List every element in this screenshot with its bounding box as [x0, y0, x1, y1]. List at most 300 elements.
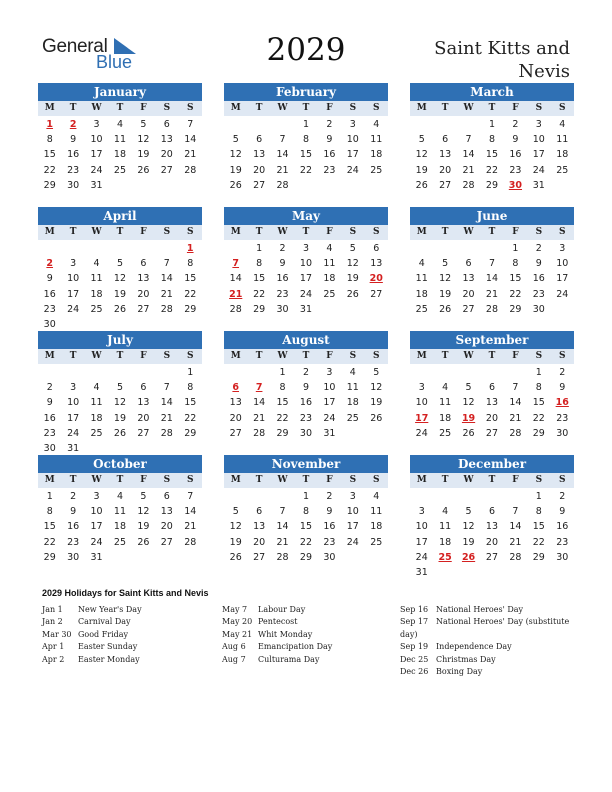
weekday-label: M: [230, 475, 241, 485]
holiday-name: Emancipation Day: [258, 642, 333, 652]
weekday-label: T: [69, 475, 77, 485]
weekday-label: W: [463, 351, 474, 361]
day-cell: 8: [512, 258, 519, 270]
day-cell: 25: [370, 164, 383, 176]
holiday-name: Pentecost: [258, 617, 298, 627]
day-cell: 23: [299, 412, 313, 424]
day-cell: 14: [276, 149, 289, 161]
day-cell: 3: [349, 491, 356, 502]
weekday-label: S: [558, 475, 566, 485]
day-cell: 16: [556, 521, 569, 533]
day-cell: 26: [113, 427, 127, 439]
day-cell: 18: [439, 412, 452, 424]
weekday-label: S: [186, 103, 194, 113]
day-cell: 13: [439, 149, 452, 161]
day-cell: 2: [326, 491, 333, 502]
day-cell: 14: [160, 273, 173, 285]
day-cell: 26: [415, 179, 428, 191]
day-cell: 31: [415, 566, 428, 578]
day-cell: 15: [43, 521, 56, 533]
day-cell: 29: [299, 551, 313, 563]
day-cell: 8: [535, 506, 542, 518]
day-cell: 16: [67, 521, 80, 533]
holiday-day-cell: 21: [229, 288, 243, 300]
day-empty: [271, 489, 294, 504]
weekday-label: T: [116, 103, 124, 113]
day-cell: 11: [370, 506, 383, 518]
day-cell: 11: [323, 258, 336, 270]
holiday-entry: [42, 629, 212, 641]
holiday-entry: [222, 604, 392, 616]
day-cell: 30: [67, 179, 80, 191]
day-empty: [85, 241, 108, 256]
day-cell: 27: [253, 551, 266, 563]
day-cell: 5: [232, 134, 239, 146]
day-empty: [61, 365, 84, 380]
day-grid: [38, 364, 202, 456]
holiday-day-cell: 2: [46, 258, 54, 270]
day-cell: 16: [43, 288, 56, 300]
day-cell: 27: [485, 427, 499, 439]
day-cell: 26: [137, 536, 150, 548]
day-cell: 24: [415, 427, 428, 439]
day-empty: [224, 241, 247, 256]
day-cell: 29: [43, 551, 56, 563]
day-cell: 5: [373, 367, 380, 378]
day-cell: 4: [373, 491, 380, 502]
day-cell: 15: [184, 397, 197, 409]
month-title: December: [410, 455, 574, 473]
day-cell: 4: [326, 243, 333, 254]
holiday-entry: [222, 629, 392, 641]
weekday-label: M: [416, 475, 427, 485]
weekday-label: M: [230, 103, 241, 113]
day-cell: 4: [116, 119, 123, 130]
day-cell: 19: [229, 164, 242, 176]
day-cell: 19: [439, 288, 452, 300]
weekday-label: T: [255, 227, 263, 237]
holiday-day-cell: 2: [69, 119, 77, 130]
weekday-label: S: [349, 351, 357, 361]
day-cell: 15: [276, 397, 289, 409]
day-cell: 19: [113, 288, 127, 300]
day-grid: [410, 364, 574, 441]
day-cell: 18: [113, 149, 127, 161]
day-cell: 15: [253, 273, 266, 285]
day-cell: 13: [370, 258, 383, 270]
day-cell: 3: [93, 119, 100, 130]
day-cell: 29: [184, 303, 197, 315]
day-empty: [504, 365, 527, 380]
day-cell: 30: [299, 427, 313, 439]
day-cell: 21: [184, 149, 197, 161]
day-cell: 25: [323, 288, 336, 300]
day-cell: 9: [326, 134, 333, 146]
day-cell: 26: [370, 412, 383, 424]
day-grid: [38, 240, 202, 332]
day-cell: 21: [485, 288, 499, 300]
day-cell: 27: [229, 427, 242, 439]
day-cell: 2: [279, 243, 286, 254]
weekday-label: T: [116, 475, 124, 485]
weekday-label: W: [463, 227, 474, 237]
holiday-date: Aug 6: [222, 642, 246, 652]
day-cell: 25: [370, 536, 383, 548]
day-cell: 5: [140, 491, 147, 502]
day-cell: 23: [323, 536, 336, 548]
holiday-name: Easter Monday: [78, 654, 140, 664]
day-cell: 5: [349, 243, 356, 254]
day-cell: 4: [418, 258, 425, 270]
weekday-label: F: [512, 351, 519, 361]
holidays-heading: 2029 Holidays for Saint Kitts and Nevis: [42, 588, 209, 598]
weekday-label: S: [558, 351, 566, 361]
day-cell: 2: [512, 119, 519, 130]
day-cell: 15: [532, 397, 545, 409]
day-cell: 5: [116, 258, 123, 270]
day-cell: 25: [113, 536, 127, 548]
day-cell: 30: [323, 551, 336, 563]
day-cell: 27: [253, 179, 266, 191]
weekday-label: F: [140, 351, 147, 361]
day-cell: 8: [256, 258, 263, 270]
day-cell: 6: [373, 243, 380, 254]
day-cell: 19: [370, 397, 383, 409]
day-cell: 10: [415, 397, 428, 409]
day-cell: 5: [140, 119, 147, 130]
day-cell: 12: [346, 258, 359, 270]
holiday-day-cell: 17: [415, 412, 429, 424]
day-cell: 22: [532, 412, 545, 424]
day-empty: [108, 241, 131, 256]
day-cell: 12: [137, 134, 150, 146]
day-cell: 17: [346, 149, 359, 161]
day-cell: 13: [485, 397, 499, 409]
holiday-date: Mar 30: [42, 629, 72, 639]
month-december: [410, 455, 574, 580]
weekday-label: M: [44, 227, 55, 237]
day-cell: 24: [90, 536, 103, 548]
day-cell: 4: [93, 258, 100, 270]
month-title: July: [38, 331, 202, 349]
day-cell: 19: [113, 412, 127, 424]
day-cell: 30: [556, 551, 569, 563]
weekday-label: T: [69, 103, 77, 113]
month-april: [38, 207, 202, 332]
day-cell: 18: [439, 536, 452, 548]
day-cell: 8: [187, 382, 194, 394]
holiday-entry: [400, 654, 575, 666]
holiday-date: Dec 25: [400, 654, 429, 664]
day-cell: 23: [67, 536, 80, 548]
day-cell: 24: [346, 536, 359, 548]
day-cell: 2: [559, 491, 566, 502]
day-empty: [410, 365, 433, 380]
day-cell: 5: [232, 506, 239, 518]
day-cell: 4: [116, 491, 123, 502]
holiday-day-cell: 7: [255, 382, 263, 394]
day-cell: 15: [532, 521, 545, 533]
weekday-label: F: [140, 227, 147, 237]
day-cell: 26: [113, 303, 127, 315]
day-cell: 3: [535, 119, 542, 130]
day-cell: 9: [302, 382, 309, 394]
weekday-label: S: [349, 227, 357, 237]
day-cell: 9: [559, 382, 566, 394]
weekday-label: S: [349, 103, 357, 113]
weekday-header: [224, 101, 388, 116]
day-cell: 10: [67, 273, 80, 285]
weekday-label: T: [302, 103, 310, 113]
weekday-label: M: [416, 351, 427, 361]
day-cell: 1: [512, 243, 519, 254]
weekday-label: F: [512, 227, 519, 237]
day-cell: 27: [137, 427, 150, 439]
weekday-label: S: [535, 103, 543, 113]
day-cell: 10: [67, 397, 80, 409]
day-empty: [85, 365, 108, 380]
holiday-entry: [222, 641, 392, 653]
day-cell: 12: [415, 149, 428, 161]
day-empty: [457, 241, 480, 256]
month-november: [224, 455, 388, 565]
day-cell: 22: [184, 412, 197, 424]
day-cell: 8: [187, 258, 194, 270]
holiday-day-cell: 16: [555, 397, 569, 409]
day-cell: 5: [418, 134, 425, 146]
day-empty: [433, 117, 456, 132]
weekday-label: T: [69, 227, 77, 237]
weekday-label: F: [140, 475, 147, 485]
weekday-label: S: [372, 227, 380, 237]
day-cell: 28: [229, 303, 242, 315]
weekday-label: S: [372, 103, 380, 113]
day-cell: 1: [46, 491, 53, 502]
weekday-header: [38, 101, 202, 116]
day-cell: 6: [488, 506, 495, 518]
holiday-date: Jan 2: [42, 617, 63, 627]
day-cell: 20: [160, 149, 173, 161]
day-cell: 29: [485, 179, 499, 191]
holiday-date: Dec 26: [400, 667, 429, 677]
weekday-header: [410, 225, 574, 240]
day-cell: 19: [137, 149, 150, 161]
day-cell: 17: [90, 149, 103, 161]
day-cell: 19: [415, 164, 428, 176]
day-cell: 26: [462, 427, 475, 439]
holiday-entry: [400, 604, 575, 616]
day-empty: [224, 489, 247, 504]
day-empty: [132, 241, 155, 256]
day-cell: 18: [556, 149, 569, 161]
day-cell: 10: [532, 134, 545, 146]
weekday-label: S: [535, 227, 543, 237]
day-cell: 22: [299, 536, 313, 548]
day-cell: 5: [465, 506, 472, 518]
day-cell: 27: [160, 536, 173, 548]
day-cell: 18: [113, 521, 127, 533]
weekday-label: S: [535, 475, 543, 485]
weekday-label: M: [230, 351, 241, 361]
month-july: [38, 331, 202, 456]
day-cell: 20: [137, 412, 150, 424]
day-cell: 13: [485, 521, 499, 533]
day-cell: 26: [229, 551, 242, 563]
day-cell: 6: [163, 119, 170, 130]
day-empty: [271, 117, 294, 132]
day-cell: 30: [43, 442, 56, 454]
month-october: [38, 455, 202, 565]
day-cell: 27: [439, 179, 452, 191]
day-cell: 24: [299, 288, 313, 300]
day-cell: 17: [67, 412, 80, 424]
weekday-label: W: [91, 227, 102, 237]
day-cell: 12: [439, 273, 452, 285]
day-cell: 7: [512, 382, 519, 394]
holiday-date: Sep 17: [400, 617, 429, 627]
day-cell: 23: [556, 536, 569, 548]
day-cell: 19: [346, 273, 359, 285]
day-grid: [224, 364, 388, 441]
holiday-date: May 21: [222, 629, 253, 639]
day-cell: 10: [90, 506, 103, 518]
day-cell: 4: [442, 506, 449, 518]
day-cell: 11: [439, 397, 452, 409]
day-cell: 25: [113, 164, 127, 176]
weekday-label: S: [535, 351, 543, 361]
day-cell: 27: [485, 551, 499, 563]
day-cell: 29: [509, 303, 522, 315]
day-cell: 6: [140, 258, 147, 270]
day-cell: 8: [535, 382, 542, 394]
day-cell: 10: [90, 134, 103, 146]
day-cell: 12: [370, 382, 383, 394]
weekday-label: W: [91, 351, 102, 361]
day-cell: 31: [299, 303, 313, 315]
day-cell: 24: [67, 303, 80, 315]
day-cell: 14: [229, 273, 242, 285]
day-cell: 3: [326, 367, 333, 378]
day-cell: 11: [415, 273, 428, 285]
holiday-date: Jan 1: [42, 605, 63, 614]
day-cell: 18: [346, 397, 359, 409]
weekday-label: F: [326, 351, 333, 361]
day-cell: 10: [299, 258, 313, 270]
day-cell: 8: [279, 382, 286, 394]
day-cell: 30: [67, 551, 80, 563]
day-cell: 6: [140, 382, 147, 394]
holiday-name: Good Friday: [78, 629, 129, 639]
day-empty: [504, 489, 527, 504]
holiday-entry: [400, 616, 575, 641]
day-empty: [224, 117, 247, 132]
day-empty: [410, 117, 433, 132]
month-title: October: [38, 455, 202, 473]
month-september: [410, 331, 574, 441]
logo-text-general: General: [42, 36, 108, 57]
holiday-entry: [42, 604, 212, 616]
day-cell: 4: [559, 119, 566, 130]
weekday-label: S: [163, 227, 171, 237]
day-cell: 4: [349, 367, 356, 378]
day-cell: 12: [229, 149, 242, 161]
day-cell: 11: [556, 134, 569, 146]
weekday-label: W: [277, 227, 288, 237]
holiday-entry: [222, 654, 392, 666]
weekday-label: W: [91, 475, 102, 485]
day-grid: [224, 116, 388, 193]
day-cell: 31: [90, 551, 103, 563]
month-january: [38, 83, 202, 193]
month-march: [410, 83, 574, 193]
weekday-label: T: [255, 475, 263, 485]
day-cell: 20: [229, 412, 242, 424]
day-cell: 6: [488, 382, 495, 394]
day-cell: 28: [509, 427, 522, 439]
weekday-label: S: [372, 351, 380, 361]
holiday-name: New Year's Day: [78, 605, 142, 614]
day-cell: 14: [253, 397, 266, 409]
day-empty: [480, 489, 503, 504]
day-cell: 26: [439, 303, 452, 315]
day-empty: [247, 117, 270, 132]
day-grid: [410, 116, 574, 193]
day-cell: 25: [415, 303, 428, 315]
day-cell: 23: [67, 164, 80, 176]
day-cell: 22: [532, 536, 545, 548]
day-cell: 6: [256, 134, 263, 146]
day-cell: 18: [370, 521, 383, 533]
weekday-label: T: [116, 351, 124, 361]
day-cell: 20: [137, 288, 150, 300]
day-cell: 13: [462, 273, 475, 285]
day-cell: 29: [276, 427, 289, 439]
day-cell: 17: [415, 536, 428, 548]
holiday-name: Labour Day: [258, 605, 306, 614]
day-cell: 8: [488, 134, 495, 146]
day-cell: 20: [439, 164, 452, 176]
day-cell: 13: [137, 273, 150, 285]
weekday-label: S: [186, 351, 194, 361]
day-cell: 18: [90, 412, 103, 424]
day-cell: 16: [509, 149, 522, 161]
day-cell: 3: [349, 119, 356, 130]
day-cell: 25: [439, 427, 452, 439]
day-cell: 26: [229, 179, 242, 191]
day-cell: 13: [253, 149, 266, 161]
holiday-name: Whit Monday: [258, 629, 313, 639]
day-cell: 29: [532, 427, 545, 439]
day-cell: 3: [70, 382, 77, 394]
weekday-label: F: [512, 475, 519, 485]
holiday-column: [400, 604, 575, 678]
page-title-year: 2029: [266, 32, 346, 68]
day-cell: 3: [70, 258, 77, 270]
day-empty: [155, 365, 178, 380]
month-title: September: [410, 331, 574, 349]
day-cell: 2: [326, 119, 333, 130]
day-cell: 21: [160, 288, 173, 300]
day-cell: 17: [67, 288, 80, 300]
day-empty: [61, 241, 84, 256]
weekday-label: M: [44, 351, 55, 361]
day-cell: 14: [462, 149, 475, 161]
month-title: April: [38, 207, 202, 225]
holiday-day-cell: 30: [508, 179, 523, 191]
weekday-label: S: [558, 103, 566, 113]
weekday-header: [38, 225, 202, 240]
day-cell: 29: [43, 179, 56, 191]
